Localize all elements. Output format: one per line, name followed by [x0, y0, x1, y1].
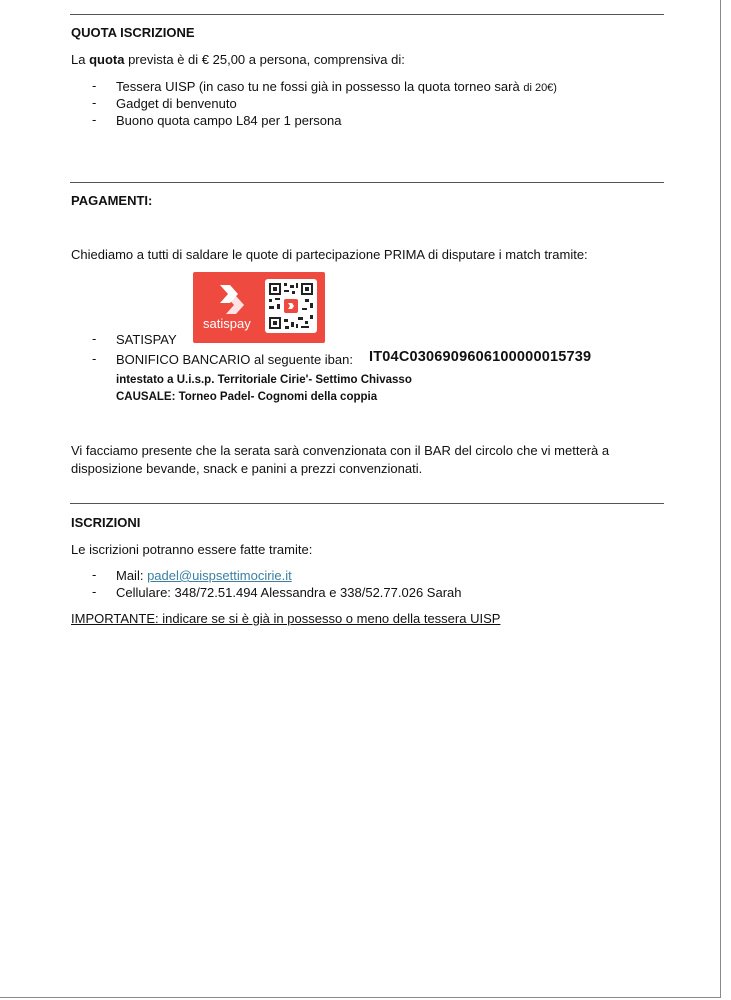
list-item: Tessera UISP (in caso tu ne fossi già in possesso la quota torneo sarà di 20€) — [116, 79, 557, 94]
mail-link[interactable]: padel@uispsettimocirie.it — [147, 568, 292, 583]
payment-method-satispay: SATISPAY — [116, 332, 177, 347]
payment-causale: CAUSALE: Torneo Padel- Cognomi della coppia — [116, 391, 378, 403]
list-item: Buono quota campo L84 per 1 persona — [116, 113, 342, 128]
list-bullet: - — [92, 95, 97, 110]
list-bullet: - — [92, 78, 97, 93]
list-item: Gadget di benvenuto — [116, 96, 237, 111]
iscrizioni-intro: Le iscrizioni potranno essere fatte tramite: — [71, 542, 313, 557]
satispay-logo-text: satispay — [203, 316, 251, 331]
list-bullet: - — [92, 351, 97, 366]
list-bullet: - — [92, 331, 97, 346]
divider — [70, 14, 664, 15]
important-note: IMPORTANTE: indicare se si è già in possesso o meno della tessera UISP — [71, 611, 501, 626]
bar-note-line: disposizione bevande, snack e panini a prezzi convenzionati. — [71, 461, 423, 476]
qr-code — [265, 279, 317, 333]
contact-mail: Mail: padel@uispsettimocirie.it — [116, 568, 292, 583]
section-heading-iscrizioni: ISCRIZIONI — [71, 515, 141, 530]
list-bullet: - — [92, 584, 97, 599]
section-heading-quota: QUOTA ISCRIZIONE — [71, 25, 195, 40]
iban-code: IT04C0306909606100000015739 — [369, 349, 592, 365]
bar-note-line: Vi facciamo presente che la serata sarà convenzionata con il BAR del circolo che vi metterà a — [71, 443, 610, 458]
divider — [70, 182, 664, 183]
payment-method-bonifico: BONIFICO BANCARIO al seguente iban: — [116, 352, 353, 367]
list-bullet: - — [92, 567, 97, 582]
divider — [70, 503, 664, 504]
contact-cellulare: Cellulare: 348/72.51.494 Alessandra e 338/52.77.026 Sarah — [116, 585, 462, 600]
section-heading-pagamenti: PAGAMENTI: — [71, 193, 153, 208]
pagamenti-intro: Chiediamo a tutti di saldare le quote di partecipazione PRIMA di disputare i match tramite: — [71, 247, 588, 262]
list-bullet: - — [92, 112, 97, 127]
iban-holder: intestato a U.i.s.p. Territoriale Cirie'- Settimo Chivasso — [116, 374, 412, 386]
quota-intro: La quota prevista è di € 25,00 a persona, comprensiva di: — [71, 52, 405, 67]
